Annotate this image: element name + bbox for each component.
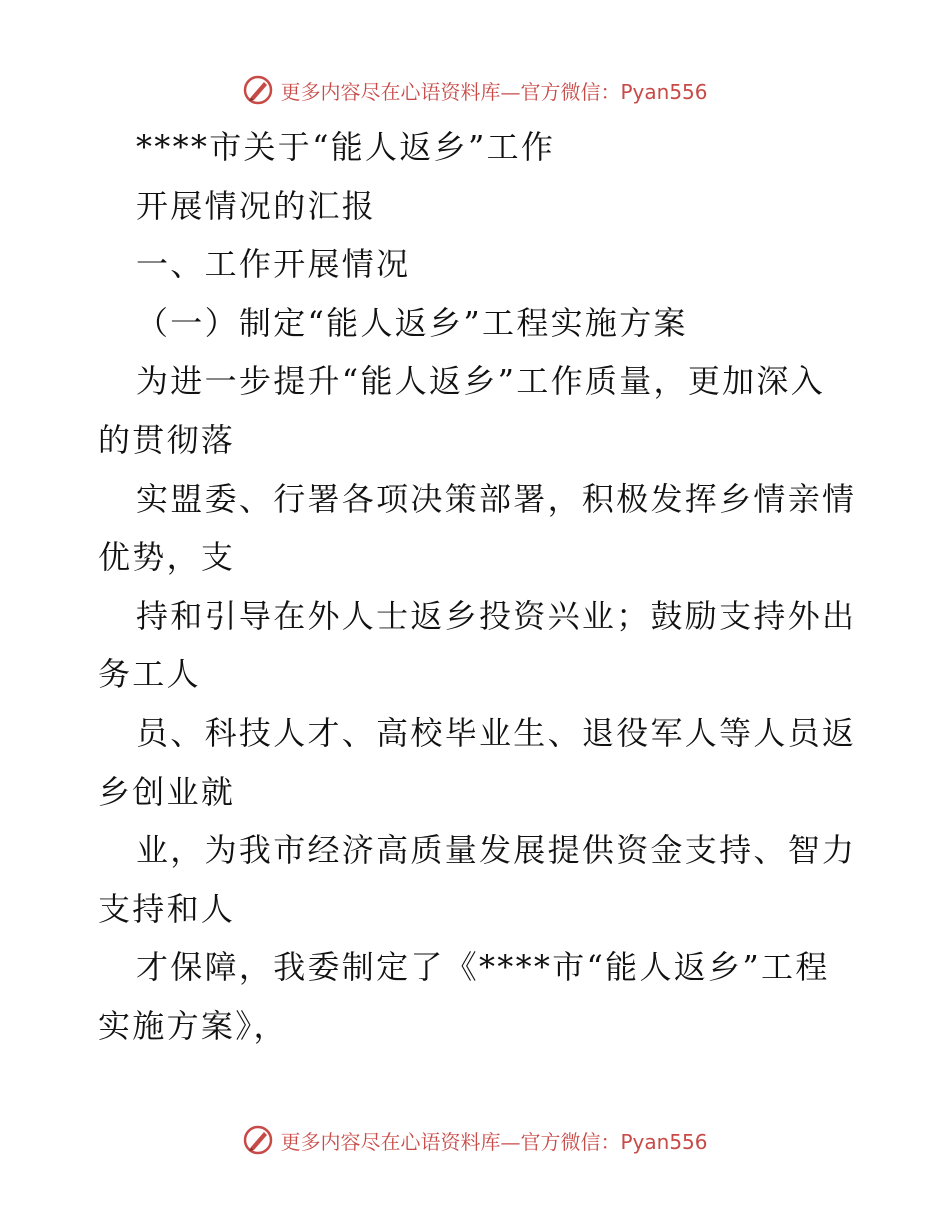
document-line: 为进一步提升“能人返乡”工作质量，更加深入 [136, 362, 826, 401]
document-line: 才保障，我委制定了《****市“能人返乡”工程 [136, 948, 830, 987]
watermark-brand: 更多内容尽在心语资料库 [280, 79, 501, 104]
pen-logo-icon [242, 74, 274, 106]
document-line: 实盟委、行署各项决策部署，积极发挥乡情亲情 [136, 479, 857, 518]
document-body [98, 118, 858, 1056]
document-line: 优势，支 [98, 538, 236, 577]
watermark-separator: — [500, 79, 521, 104]
document-line: 员、科技人才、高校毕业生、退役军人等人员返 [136, 713, 857, 752]
document-line: （一）制定“能人返乡”工程实施方案 [136, 303, 688, 342]
document-line: ****市关于“能人返乡”工作 [136, 128, 556, 166]
pen-logo-icon [242, 1124, 274, 1156]
watermark-contact: 官方微信： [520, 1129, 621, 1154]
watermark-id: Pyan556 [620, 1129, 708, 1154]
document-line: 的贯彻落 [98, 420, 236, 459]
document-line: 一、工作开展情况 [136, 245, 411, 284]
watermark-id: Pyan556 [620, 79, 708, 104]
document-line: 持和引导在外人士返乡投资兴业；鼓励支持外出 [136, 596, 857, 635]
watermark-text [280, 76, 707, 105]
watermark-separator: — [500, 1129, 521, 1154]
document-line: 业，为我市经济高质量发展提供资金支持、智力 [136, 831, 857, 870]
document-line: 开展情况的汇报 [136, 186, 377, 225]
document-line: 实施方案》， [98, 1006, 288, 1045]
document-line: 支持和人 [98, 889, 236, 928]
watermark-text [280, 1126, 707, 1155]
watermark-header [0, 70, 950, 110]
watermark-brand: 更多内容尽在心语资料库 [280, 1129, 501, 1154]
document-line: 乡创业就 [98, 772, 236, 811]
watermark-contact: 官方微信： [520, 79, 621, 104]
document-line: 务工人 [98, 655, 201, 694]
watermark-footer [0, 1120, 950, 1160]
